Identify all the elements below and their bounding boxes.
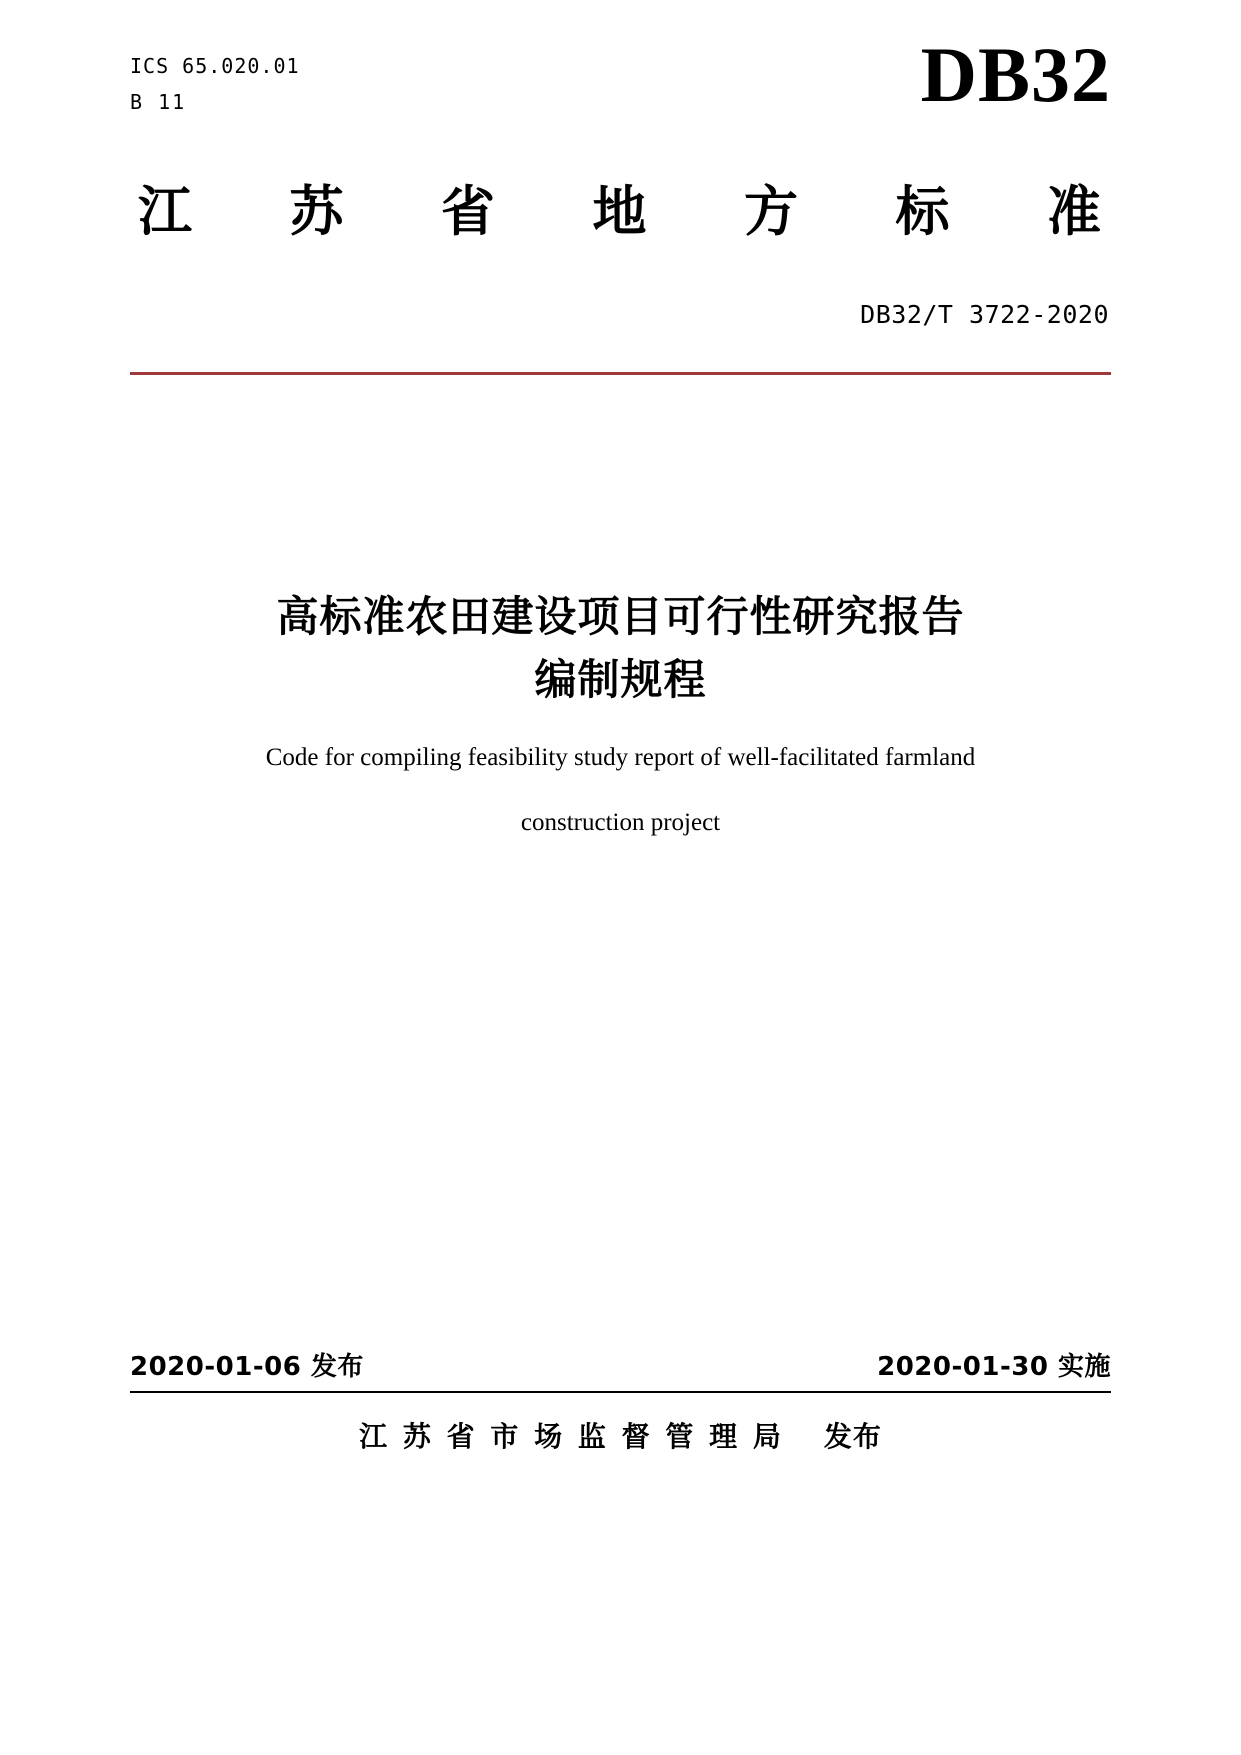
document-title-english xyxy=(130,725,1111,855)
document-title-line1: 高标准农田建设项目可行性研究报告 xyxy=(276,592,965,641)
footer-dates xyxy=(130,1346,1111,1383)
province-title-char: 方 xyxy=(744,180,798,243)
english-title-line1: Code for compiling feasibility study report of well-facilitated farmland xyxy=(265,744,976,771)
province-title-char: 标 xyxy=(895,180,950,243)
document-title-line2: 编制规程 xyxy=(534,655,707,704)
publisher-action: 发布 xyxy=(823,1420,882,1453)
province-title-char: 苏 xyxy=(289,180,344,243)
province-title-char: 省 xyxy=(441,180,495,243)
header-divider xyxy=(130,372,1111,375)
province-title-char: 地 xyxy=(592,180,647,243)
release-date: 2020-01-06 发布 xyxy=(130,1352,364,1382)
province-title-char: 江 xyxy=(138,180,192,243)
effective-date: 2020-01-30 实施 xyxy=(877,1352,1111,1382)
ics-code: ICS 65.020.01 xyxy=(130,54,300,78)
db32-logo: DB32 xyxy=(920,31,1111,118)
page-content xyxy=(130,0,1111,1755)
document-title xyxy=(130,585,1111,711)
header-row xyxy=(130,31,1111,188)
english-title-line2: construction project xyxy=(520,809,721,836)
province-title-char: 准 xyxy=(1047,180,1101,243)
publisher-name: 江 苏 省 市 场 监 督 管 理 局 xyxy=(359,1420,784,1453)
standard-number: DB32/T 3722-2020 xyxy=(860,300,1109,329)
ics-category: B 11 xyxy=(130,90,187,114)
publisher-line xyxy=(130,1415,1111,1455)
province-standard-title xyxy=(138,182,1101,241)
ics-classification xyxy=(130,48,300,120)
footer-divider xyxy=(130,1391,1111,1393)
